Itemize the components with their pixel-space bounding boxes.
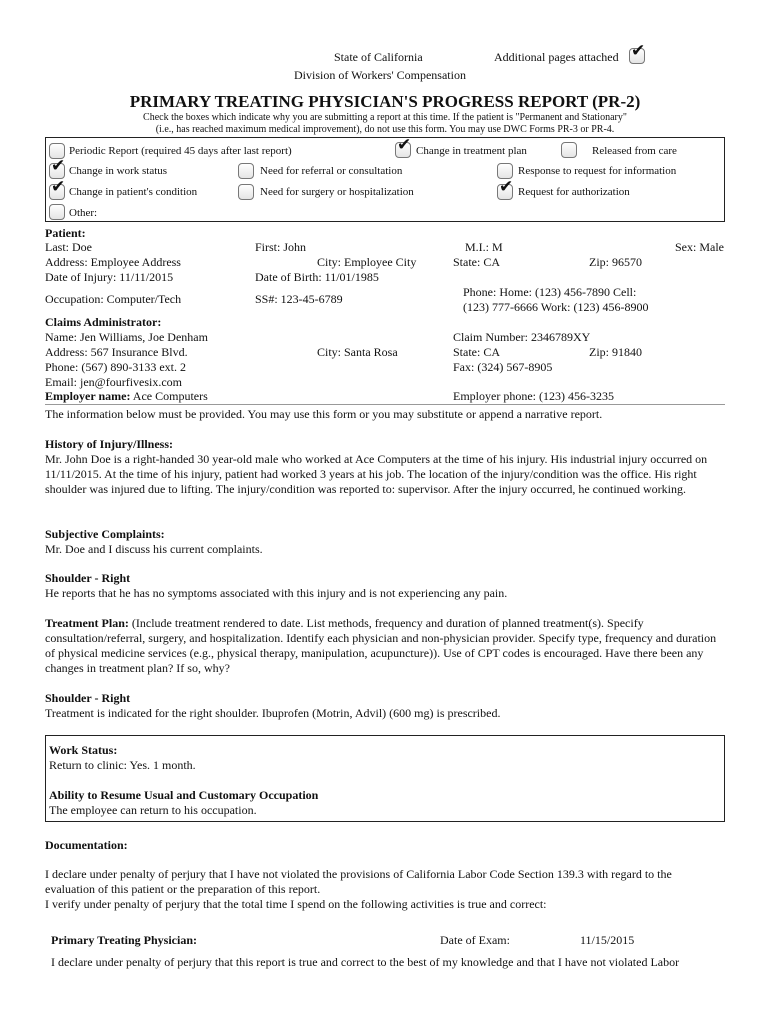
surgery-label: Need for surgery or hospitalization <box>260 186 414 198</box>
employer-name <box>45 389 208 404</box>
verify-text: I verify under penalty of perjury that the total time I spend on the following activities is true and correct: <box>45 897 547 911</box>
instructions-line-1: Check the boxes which indicate why you are submitting a report at this time. If the patient is "Permanent and Stationary" <box>143 112 627 123</box>
patient-occupation: Occupation: Computer/Tech <box>45 292 182 306</box>
shoulder-text-2: Treatment is indicated for the right shoulder. Ibuprofen (Motrin, Advil) (600 mg) is prescribed. <box>45 706 501 720</box>
claim-number: Claim Number: 2346789XY <box>453 330 591 344</box>
patient-heading: Patient: <box>45 226 86 240</box>
patient-last: Last: Doe <box>45 240 92 254</box>
patient-sex: Sex: Male <box>675 240 724 254</box>
info-notice: The information below must be provided. You may use this form or you may substitute or append a narrative report. <box>45 407 603 421</box>
patient-mi: M.I.: M <box>465 240 503 254</box>
shoulder-text-1: He reports that he has no symptoms associated with this injury and is not experiencing any pain. <box>45 586 508 600</box>
treatment-heading: Treatment Plan: <box>45 616 129 630</box>
claims-email: Email: jen@fourfivesix.com <box>45 375 183 389</box>
response-label: Response to request for information <box>518 165 677 177</box>
claims-phone: Phone: (567) 890-3133 ext. 2 <box>45 360 186 374</box>
ability-heading: Ability to Resume Usual and Customary Occupation <box>49 788 319 802</box>
surgery-checkbox[interactable] <box>238 184 254 200</box>
patient-injury-date: Date of Injury: 11/11/2015 <box>45 270 174 284</box>
claims-heading: Claims Administrator: <box>45 315 162 329</box>
claims-name: Name: Jen Williams, Joe Denham <box>45 330 208 344</box>
physician-label: Primary Treating Physician: <box>51 933 197 947</box>
claims-divider <box>45 404 725 405</box>
declare-text: I declare under penalty of perjury that I have not violated the provisions of California Labor Code Section 139.3 with regard to the evaluation of this patient or the preparation of this report. <box>45 867 672 896</box>
work-status-text: Return to clinic: Yes. 1 month. <box>49 758 196 772</box>
referral-label: Need for referral or consultation <box>260 165 403 177</box>
history-text: Mr. John Doe is a right-handed 30 year-old male who worked at Ace Computers at the time of his injury. His industrial injury occurred on 11/11/2015. At the time of his injury, patient had worked 3 years at his job. The location of the injury/condition was the office. His right shoulder was injured due to lifting. The injury/condition was reported to: supervisor. After the injury occurred, he continued working. <box>45 452 708 496</box>
patient-zip: Zip: 96570 <box>589 255 642 269</box>
employer-phone: Employer phone: (123) 456-3235 <box>453 389 614 403</box>
patient-first: First: John <box>255 240 307 254</box>
patient-phone-line-1: Phone: Home: (123) 456-7890 Cell: <box>463 285 637 299</box>
exam-date-label: Date of Exam: <box>440 933 510 947</box>
patient-city: City: Employee City <box>317 255 417 269</box>
patient-address: Address: Employee Address <box>45 255 181 269</box>
employer-name-label: Employer name: <box>45 389 131 403</box>
patient-state: State: CA <box>453 255 500 269</box>
ability-text: The employee can return to his occupation. <box>49 803 257 817</box>
final-declare-text: I declare under penalty of perjury that this report is true and correct to the best of my knowledge and that I have not violated Labor <box>51 955 680 969</box>
patient-birth-date: Date of Birth: 11/01/1985 <box>255 270 379 284</box>
patient-phone-line-2: (123) 777-6666 Work: (123) 456-8900 <box>463 300 649 314</box>
subjective-text: Mr. Doe and I discuss his current complaints. <box>45 542 263 556</box>
authorization-checkbox[interactable] <box>497 184 513 200</box>
change-treatment-label: Change in treatment plan <box>416 145 527 157</box>
work-status-label: Change in work status <box>69 165 168 177</box>
employer-name-value: Ace Computers <box>132 389 208 403</box>
work-status-heading: Work Status: <box>49 743 118 757</box>
released-checkbox[interactable] <box>561 142 577 158</box>
periodic-report-label: Periodic Report (required 45 days after last report) <box>69 145 292 157</box>
other-label: Other: <box>69 207 98 219</box>
condition-label: Change in patient's condition <box>69 186 198 198</box>
released-label: Released from care <box>592 145 677 157</box>
documentation-heading: Documentation: <box>45 838 128 852</box>
claims-address: Address: 567 Insurance Blvd. <box>45 345 188 359</box>
change-treatment-checkbox[interactable] <box>395 142 411 158</box>
page-title: PRIMARY TREATING PHYSICIAN'S PROGRESS REPORT (PR-2) <box>129 92 641 111</box>
shoulder-heading-1: Shoulder - Right <box>45 571 131 585</box>
claims-state: State: CA <box>453 345 500 359</box>
state-label: State of California <box>334 50 423 64</box>
patient-ssn: SS#: 123-45-6789 <box>255 292 343 306</box>
subjective-heading: Subjective Complaints: <box>45 527 165 541</box>
history-heading: History of Injury/Illness: <box>45 437 174 451</box>
claims-zip: Zip: 91840 <box>589 345 642 359</box>
claims-fax: Fax: (324) 567-8905 <box>453 360 553 374</box>
authorization-label: Request for authorization <box>518 186 630 198</box>
referral-checkbox[interactable] <box>238 163 254 179</box>
instructions-line-2: (i.e., has reached maximum medical improvement), do not use this form. You may use DWC Forms PR-3 or PR-4. <box>155 124 615 135</box>
treatment-plan <box>45 616 720 676</box>
exam-date-value: 11/15/2015 <box>580 933 635 947</box>
treatment-text: (Include treatment rendered to date. List methods, frequency and duration of planned treatment(s). Specify consultation/referral, surgery, and hospitalization. Identify each physician and non-physician provider. Specify type, frequency and duration of physical medicine services (e.g., physical therapy, manipulation, acupuncture)). Use of CPT codes is encouraged. Have there been any changes in treatment plan? If so, why? <box>45 616 717 675</box>
other-checkbox[interactable] <box>49 204 65 220</box>
shoulder-heading-2: Shoulder - Right <box>45 691 131 705</box>
claims-city: City: Santa Rosa <box>317 345 398 359</box>
division-label: Division of Workers' Compensation <box>294 68 466 82</box>
additional-pages-label: Additional pages attached <box>494 50 619 64</box>
condition-checkbox[interactable] <box>49 184 65 200</box>
additional-pages-checkbox[interactable] <box>629 48 645 64</box>
